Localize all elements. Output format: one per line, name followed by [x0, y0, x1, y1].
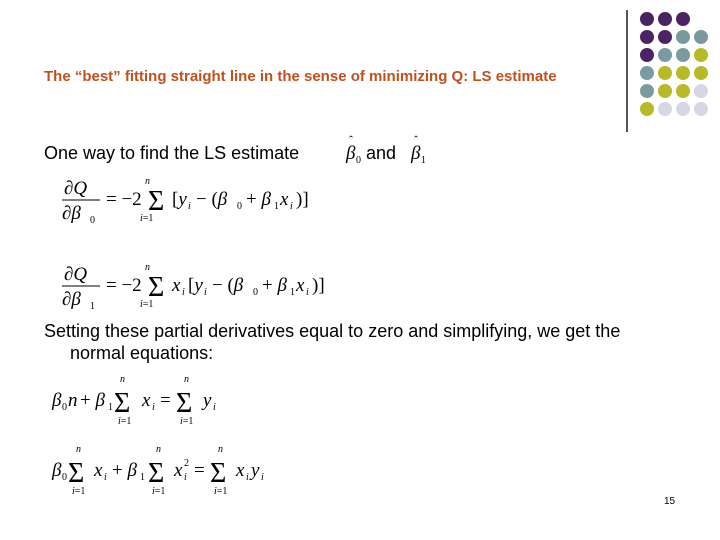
svg-text:− (β: − (β — [212, 275, 244, 296]
dot — [658, 102, 672, 116]
svg-text:=: = — [160, 390, 171, 411]
svg-text:0: 0 — [62, 402, 67, 413]
dot — [694, 84, 708, 98]
divider-line — [626, 10, 628, 132]
svg-text:= −2: = −2 — [106, 189, 142, 210]
svg-text:n: n — [145, 262, 150, 273]
paragraph-line-1: Setting these partial derivatives equal to zero and simplifying, we get the — [44, 321, 621, 341]
svg-text:n: n — [76, 444, 81, 455]
slide-title: The “best” fitting straight line in the sense of minimizing Q: LS estimate — [44, 68, 557, 85]
svg-text:y: y — [251, 460, 260, 481]
svg-text:ˆ: ˆ — [349, 134, 353, 147]
svg-text:− (β: − (β — [196, 189, 228, 210]
normal-equation-2 — [48, 440, 288, 500]
intro-line — [44, 143, 299, 164]
dot — [676, 66, 690, 80]
svg-text:n: n — [184, 374, 189, 385]
svg-text:ˆ: ˆ — [414, 134, 418, 147]
svg-text:[y: [y — [172, 189, 187, 210]
svg-text:1: 1 — [140, 472, 145, 483]
dot — [640, 30, 654, 44]
dot — [694, 30, 708, 44]
svg-text:x: x — [142, 390, 151, 411]
svg-text:i: i — [188, 201, 191, 212]
svg-text:i=1: i=1 — [140, 213, 154, 224]
svg-text:∂Q: ∂Q — [64, 178, 88, 199]
svg-text:Σ: Σ — [68, 458, 85, 489]
paragraph-line-2: normal equations: — [70, 343, 214, 363]
svg-text:i=1: i=1 — [72, 486, 86, 497]
svg-text:=: = — [194, 460, 205, 481]
svg-text:x: x — [236, 460, 245, 481]
dot — [676, 48, 690, 62]
dot — [640, 66, 654, 80]
svg-text:)]: )] — [296, 189, 309, 210]
svg-text:Σ: Σ — [148, 186, 165, 217]
svg-text:x: x — [94, 460, 103, 481]
svg-text:i=1: i=1 — [180, 416, 194, 427]
svg-text:β: β — [411, 143, 421, 164]
svg-text:n: n — [68, 390, 78, 411]
svg-text:∂β: ∂β — [62, 203, 81, 224]
svg-text:i=1: i=1 — [118, 416, 132, 427]
svg-text:i: i — [261, 472, 264, 483]
svg-text:i: i — [306, 287, 309, 298]
svg-text:i=1: i=1 — [140, 299, 154, 310]
svg-text:β: β — [346, 143, 356, 164]
svg-text:i: i — [104, 472, 107, 483]
svg-text:∂Q: ∂Q — [64, 264, 88, 285]
svg-text:n: n — [218, 444, 223, 455]
intro-and: and — [366, 143, 397, 163]
svg-text:i=1: i=1 — [152, 486, 166, 497]
dot — [658, 12, 672, 26]
dot — [640, 84, 654, 98]
svg-text:1: 1 — [108, 402, 113, 413]
svg-text:2: 2 — [184, 458, 189, 469]
svg-text:Σ: Σ — [114, 388, 131, 419]
dot — [640, 48, 654, 62]
dot — [658, 30, 672, 44]
svg-text:1: 1 — [421, 155, 426, 166]
svg-text:[y: [y — [188, 275, 203, 296]
svg-text:Σ: Σ — [176, 388, 193, 419]
svg-text:0: 0 — [90, 215, 95, 226]
svg-text:Σ: Σ — [210, 458, 227, 489]
svg-text:0: 0 — [253, 287, 258, 298]
dot — [640, 102, 654, 116]
svg-text:Σ: Σ — [148, 272, 165, 303]
svg-text:)]: )] — [312, 275, 325, 296]
partial-derivative-beta1-equation — [60, 258, 330, 314]
svg-text:+ β: + β — [246, 189, 271, 210]
svg-text:+ β: + β — [112, 460, 137, 481]
dot — [694, 102, 708, 116]
intro-text: One way to find the LS estimate — [44, 143, 300, 163]
svg-text:+ β: + β — [80, 390, 105, 411]
page-number: 15 — [664, 496, 676, 507]
svg-text:i: i — [184, 472, 187, 483]
svg-text:x: x — [174, 460, 183, 481]
dot — [658, 66, 672, 80]
svg-text:n: n — [156, 444, 161, 455]
decorative-dot-grid — [640, 12, 720, 132]
svg-text:i: i — [213, 402, 216, 413]
svg-text:i: i — [152, 402, 155, 413]
svg-text:β: β — [52, 390, 62, 411]
dot — [640, 12, 654, 26]
svg-text:i: i — [290, 201, 293, 212]
svg-text:0: 0 — [356, 155, 361, 166]
svg-text:x: x — [172, 275, 181, 296]
svg-text:y: y — [203, 390, 212, 411]
svg-text:n: n — [145, 176, 150, 187]
svg-text:0: 0 — [62, 472, 67, 483]
svg-text:1: 1 — [90, 301, 95, 312]
dot — [694, 48, 708, 62]
svg-text:β: β — [52, 460, 62, 481]
dot — [676, 84, 690, 98]
dot — [676, 102, 690, 116]
dot — [676, 12, 690, 26]
svg-text:+ β: + β — [262, 275, 287, 296]
svg-text:n: n — [120, 374, 125, 385]
normal-equations-paragraph — [44, 320, 684, 364]
dot — [658, 84, 672, 98]
svg-text:1: 1 — [274, 201, 279, 212]
svg-text:= −2: = −2 — [106, 275, 142, 296]
svg-text:∂β: ∂β — [62, 289, 81, 310]
svg-text:i: i — [182, 287, 185, 298]
svg-text:i: i — [204, 287, 207, 298]
svg-text:i: i — [246, 472, 249, 483]
dot — [658, 48, 672, 62]
svg-text:x: x — [296, 275, 305, 296]
normal-equation-1 — [48, 370, 248, 430]
dot — [694, 66, 708, 80]
svg-text:x: x — [280, 189, 289, 210]
dot — [676, 30, 690, 44]
partial-derivative-beta0-equation — [60, 172, 320, 228]
svg-text:0: 0 — [237, 201, 242, 212]
svg-text:Σ: Σ — [148, 458, 165, 489]
svg-text:i=1: i=1 — [214, 486, 228, 497]
svg-text:1: 1 — [290, 287, 295, 298]
